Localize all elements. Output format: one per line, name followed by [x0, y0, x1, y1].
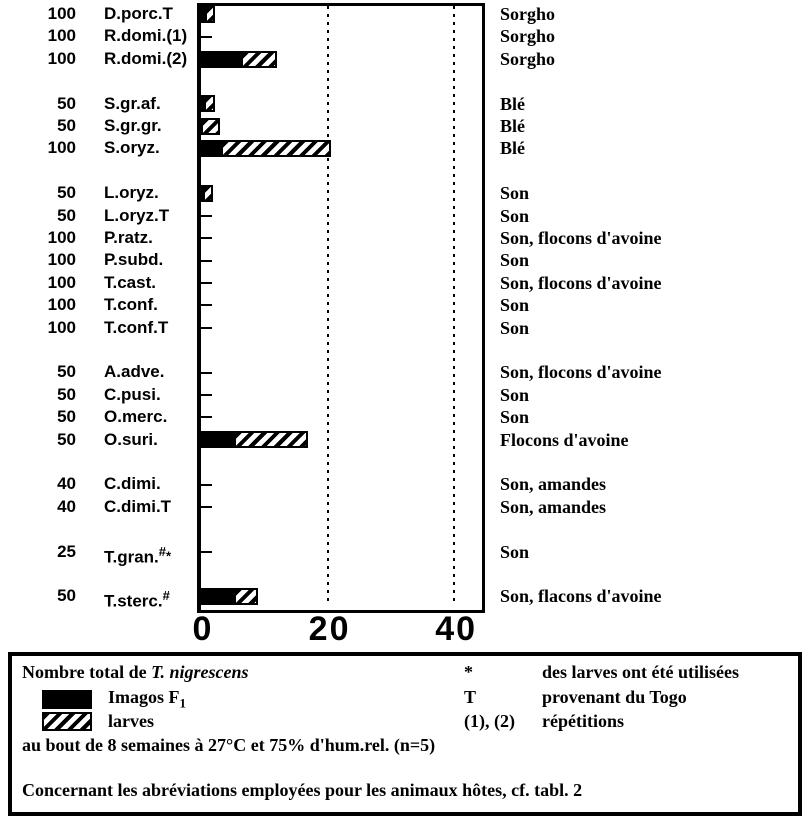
row-host-label: Son [500, 317, 530, 338]
row-n-exposed: 50 [57, 586, 76, 606]
row-host-label: Son [500, 407, 530, 428]
row-n-exposed: 100 [47, 272, 76, 292]
stacked-bar [201, 588, 258, 605]
row-species-label: R.domi.(1) [104, 26, 188, 46]
axis-row-tick [201, 327, 212, 329]
row-host-label: Sorgho [500, 4, 556, 24]
row-species-label: C.pusi. [104, 384, 161, 404]
legend-title-prefix: Nombre total de [22, 662, 152, 682]
row-host-label: Son [500, 541, 530, 562]
row-species-label: T.cast. [104, 272, 156, 292]
row-host-label: Son [500, 295, 530, 316]
row-species-label: T.conf. [104, 295, 158, 315]
row-n-exposed: 100 [47, 317, 76, 337]
row-host-label: Son, amandes [500, 496, 607, 517]
stacked-bar [201, 95, 215, 112]
plot-frame [197, 3, 485, 613]
legend-larves-row [42, 711, 154, 732]
mark-repetitions-text: répétitions [542, 711, 624, 731]
row-species-label: A.adve. [104, 362, 165, 382]
row-species-label: S.gr.af. [104, 93, 161, 113]
row-species-label: T.sterc.# [104, 588, 170, 612]
row-host-label: Son [500, 384, 530, 405]
row-n-exposed: 100 [47, 26, 76, 46]
larves-segment [223, 142, 329, 155]
imagos-label: Imagos $F_1$ [108, 687, 186, 711]
row-species-label: S.gr.gr. [104, 116, 162, 135]
axis-row-tick [201, 282, 212, 284]
imagos-segment [203, 53, 243, 66]
legend-title-species: T. nigrescens [151, 662, 249, 682]
row-species-label: R.domi.(2) [104, 48, 188, 68]
row-species-label: L.oryz.T [104, 205, 170, 225]
row-host-label: Son [500, 183, 530, 204]
row-host-label: Son, flocons d'avoine [500, 362, 662, 383]
larves-segment [207, 8, 213, 21]
row-n-exposed: 25 [57, 541, 76, 561]
row-host-label: Son, amandes [500, 474, 607, 495]
row-n-exposed: 50 [57, 362, 76, 382]
imagos-segment [203, 433, 236, 446]
row-host-label: Flocons d'avoine [500, 429, 629, 450]
mark-togo-text: provenant du Togo [542, 687, 687, 707]
mark-togo: T [464, 687, 477, 707]
imagos-segment [203, 590, 236, 603]
stacked-bar [201, 118, 220, 135]
axis-row-tick [201, 260, 212, 262]
x-axis-tick-label: 0 [192, 610, 214, 648]
row-species-label: C.dimi.T [104, 496, 172, 516]
row-species-label: T.conf.T [104, 317, 169, 337]
legend-title [22, 662, 249, 683]
row-n-exposed: 100 [47, 228, 76, 247]
row-host-label: Blé [500, 93, 525, 114]
row-n-exposed: 100 [47, 250, 76, 270]
larves-swatch [42, 712, 92, 731]
row-n-exposed: 40 [57, 496, 76, 516]
row-n-exposed: 100 [47, 48, 76, 68]
larves-segment [243, 53, 275, 66]
larves-segment [205, 187, 211, 200]
larves-label: larves [108, 711, 154, 731]
row-species-label: L.oryz. [104, 183, 159, 203]
row-host-label: Sorgho [500, 48, 556, 69]
row-species-label: S.oryz. [104, 138, 160, 158]
axis-row-tick [201, 372, 212, 374]
stacked-bar [201, 140, 331, 157]
row-n-exposed: 50 [57, 384, 76, 404]
legend-conditions: au bout de 8 semaines à 27°C et 75% d'hum.rel. (n=5) [22, 735, 436, 755]
stacked-bar [201, 185, 213, 202]
x-axis-tick-label: 40 [435, 610, 478, 648]
row-n-exposed: 40 [57, 474, 76, 494]
row-n-exposed: 50 [57, 407, 76, 427]
row-n-exposed: 50 [57, 183, 76, 203]
axis-row-tick [201, 506, 212, 508]
imagos-segment [203, 142, 223, 155]
axis-row-tick [201, 36, 212, 38]
row-species-label: D.porc.T [104, 4, 173, 23]
row-species-label: C.dimi. [104, 474, 161, 494]
stacked-bar [201, 51, 277, 68]
stacked-bar [201, 431, 308, 448]
row-species-label: P.ratz. [104, 228, 153, 247]
row-host-label: Blé [500, 138, 525, 159]
legend-box [8, 652, 802, 816]
row-n-exposed: 50 [57, 429, 76, 449]
row-host-label: Son, flocons d'avoine [500, 272, 662, 293]
axis-row-tick [201, 304, 212, 306]
larves-segment [203, 120, 218, 133]
stacked-bar [201, 6, 215, 23]
row-host-label: Son, flocons d'avoine [500, 228, 662, 248]
gridline [327, 6, 329, 606]
row-n-exposed: 100 [47, 295, 76, 315]
axis-row-tick [201, 416, 212, 418]
larves-segment [236, 433, 306, 446]
row-species-label: O.merc. [104, 407, 168, 427]
row-host-label: Son [500, 205, 530, 226]
row-n-exposed: 50 [57, 116, 76, 135]
axis-row-tick [201, 215, 212, 217]
imagos-swatch [42, 690, 92, 709]
axis-row-tick [201, 551, 212, 553]
row-host-label: Son, flacons d'avoine [500, 586, 662, 607]
x-axis-tick-label: 20 [308, 610, 351, 648]
row-species-label: O.suri. [104, 429, 158, 449]
axis-row-tick [201, 484, 212, 486]
row-host-label: Son [500, 250, 530, 271]
mark-repetitions: (1), (2) [464, 711, 515, 731]
row-host-label: Sorgho [500, 26, 556, 47]
row-n-exposed: 50 [57, 205, 76, 225]
row-species-label: T.gran.#* [104, 543, 172, 567]
mark-asterisk: * [464, 662, 473, 682]
gridline [453, 6, 455, 606]
row-host-label: Blé [500, 116, 525, 136]
legend-imagos-row [42, 687, 186, 712]
mark-asterisk-text: des larves ont été utilisées [542, 662, 739, 682]
row-species-label: P.subd. [104, 250, 164, 270]
axis-row-tick [201, 394, 212, 396]
row-n-exposed: 100 [47, 4, 76, 23]
axis-row-tick [201, 237, 212, 239]
larves-segment [236, 590, 256, 603]
row-n-exposed: 50 [57, 93, 76, 113]
row-n-exposed: 100 [47, 138, 76, 158]
legend-note: Concernant les abréviations employées pour les animaux hôtes, cf. tabl. 2 [22, 780, 583, 800]
larves-segment [206, 97, 213, 110]
